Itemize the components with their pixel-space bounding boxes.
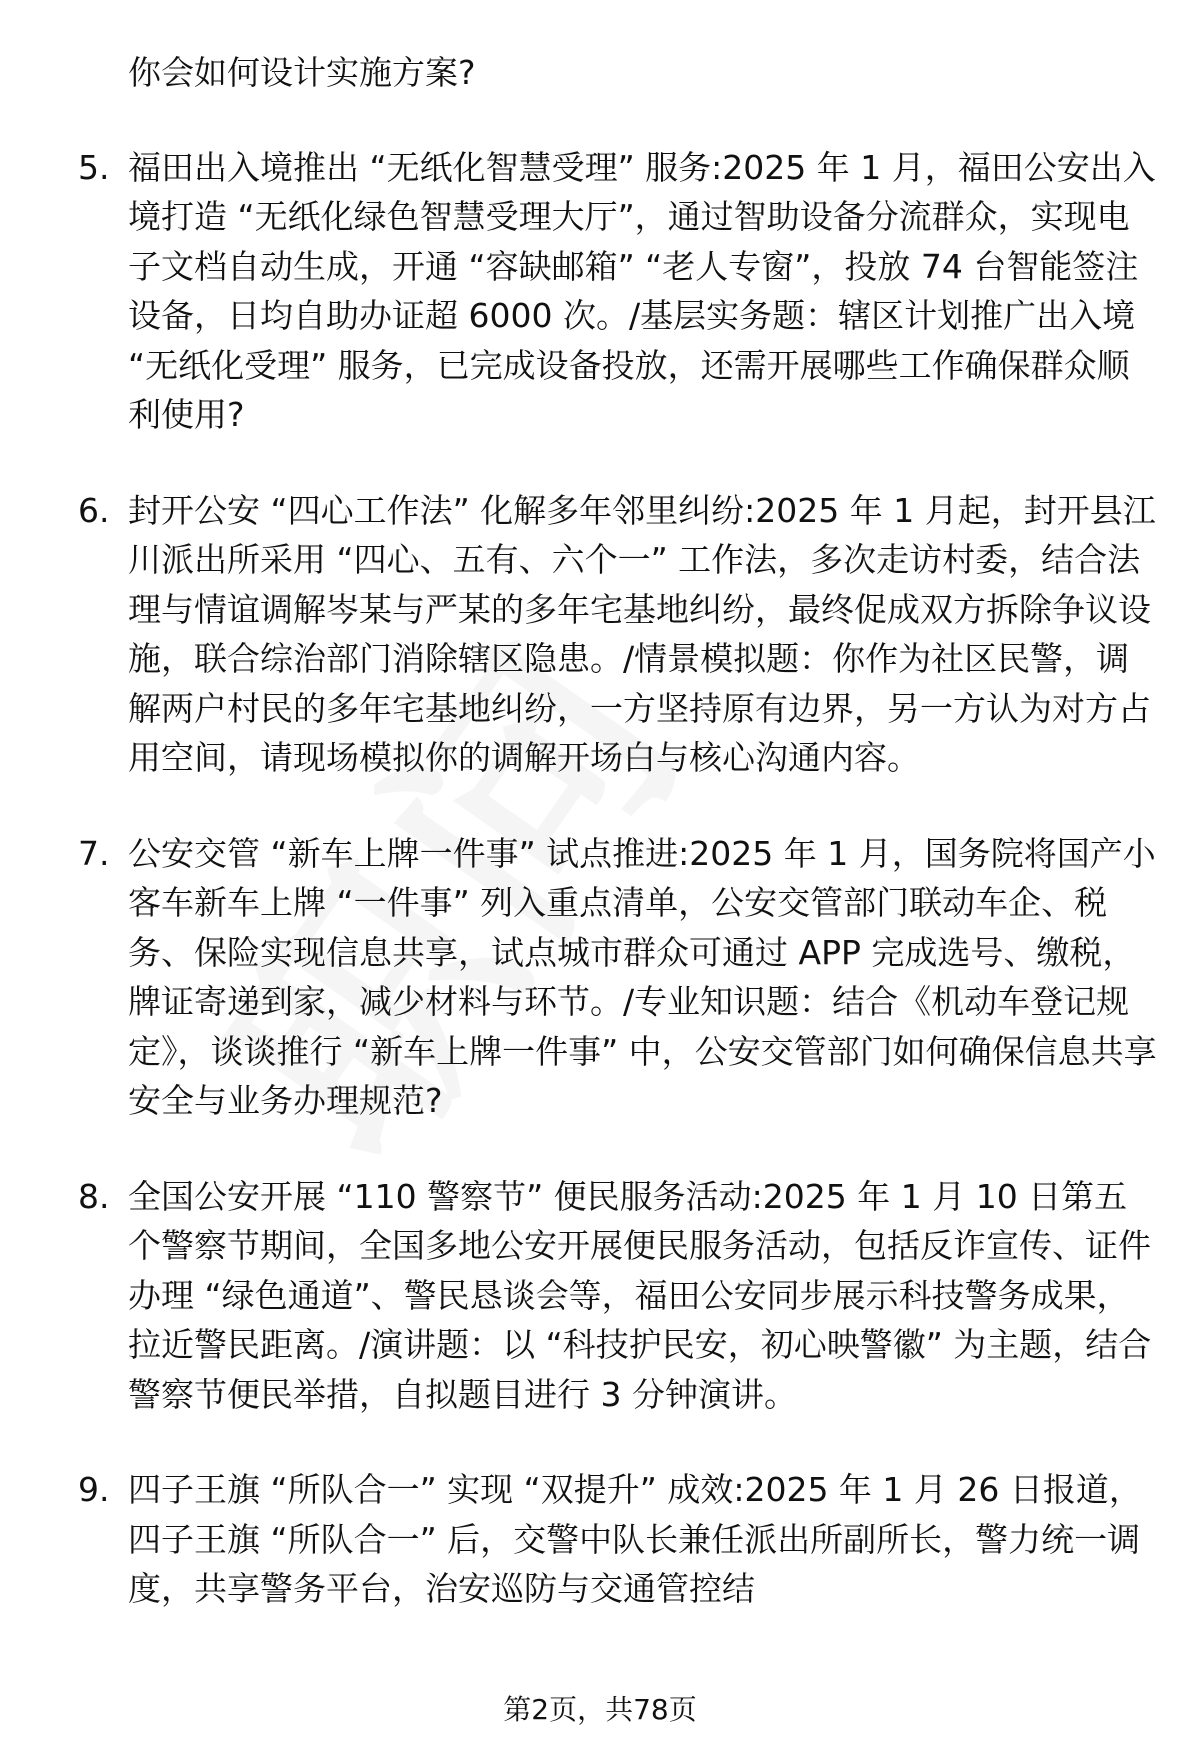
item-number: 8. (78, 1176, 110, 1216)
item-text: 全国公安开展 “110 警察节” 便民服务活动:2025 年 1 月 10 日第五个警察节期间，全国多地公安开展便民服务活动，包括反诈宣传、证件办理 “绿色通道”、警民恳谈会等，福田公安同步展示科技警务成果，拉近警民距离。/演讲题：以 “科技护民安，初心映警徽” 为主题，结合警察节便民举措，自拟题目进行 3 分钟演讲。 (128, 1176, 1152, 1414)
item-number: 7. (78, 833, 110, 873)
item-text: 四子王旗 “所队合一” 实现 “双提升” 成效:2025 年 1 月 26 日报道，四子王旗 “所队合一” 后，交警中队长兼任派出所副所长，警力统一调度，共享警务平台，治安巡防与交通管控结 (128, 1470, 1142, 1608)
item-number: 5. (78, 147, 110, 187)
page-indicator: 第2页，共78页 (503, 1693, 697, 1726)
continued-paragraph: 你会如何设计实施方案? (128, 53, 476, 92)
list-item (78, 486, 1158, 783)
list-item (78, 1465, 1158, 1614)
list-item (78, 1172, 1158, 1420)
item-number: 6. (78, 490, 110, 530)
item-number: 9. (78, 1470, 110, 1509)
document-body (78, 48, 1158, 1660)
list-item (78, 143, 1158, 440)
list-item (78, 829, 1158, 1126)
item-text: 福田出入境推出 “无纸化智慧受理” 服务:2025 年 1 月，福田公安出入境打造 “无纸化绿色智慧受理大厅”，通过智助设备分流群众，实现电子文档自动生成，开通 “容缺邮箱” “老人专窗”，投放 74 台智能签注设备，日均自助办证超 6000 次。/基层实务题：辖区计划推广出入境 “无纸化受理” 服务，已完成设备投放，还需开展哪些工作确保群众顺利使用? (128, 147, 1156, 434)
item-text: 封开公安 “四心工作法” 化解多年邻里纠纷:2025 年 1 月起，封开县江川派出所采用 “四心、五有、六个一” 工作法，多次走访村委，结合法理与情谊调解岑某与严某的多年宅基地纠纷，最终促成双方拆除争议设施，联合综治部门消除辖区隐患。/情景模拟题：你作为社区民警，调解两户村民的多年宅基地纠纷，一方坚持原有边界，另一方认为对方占用空间，请现场模拟你的调解开场白与核心沟通内容。 (128, 490, 1156, 777)
item-text: 公安交管 “新车上牌一件事” 试点推进:2025 年 1 月，国务院将国产小客车新车上牌 “一件事” 列入重点清单，公安交管部门联动车企、税务、保险实现信息共享，试点城市群众可通过 APP 完成选号、缴税，牌证寄递到家，减少材料与环节。/专业知识题：结合《机动车登记规定》，谈谈推行 “新车上牌一件事” 中，公安交管部门如何确保信息共享安全与业务办理规范? (128, 833, 1157, 1120)
